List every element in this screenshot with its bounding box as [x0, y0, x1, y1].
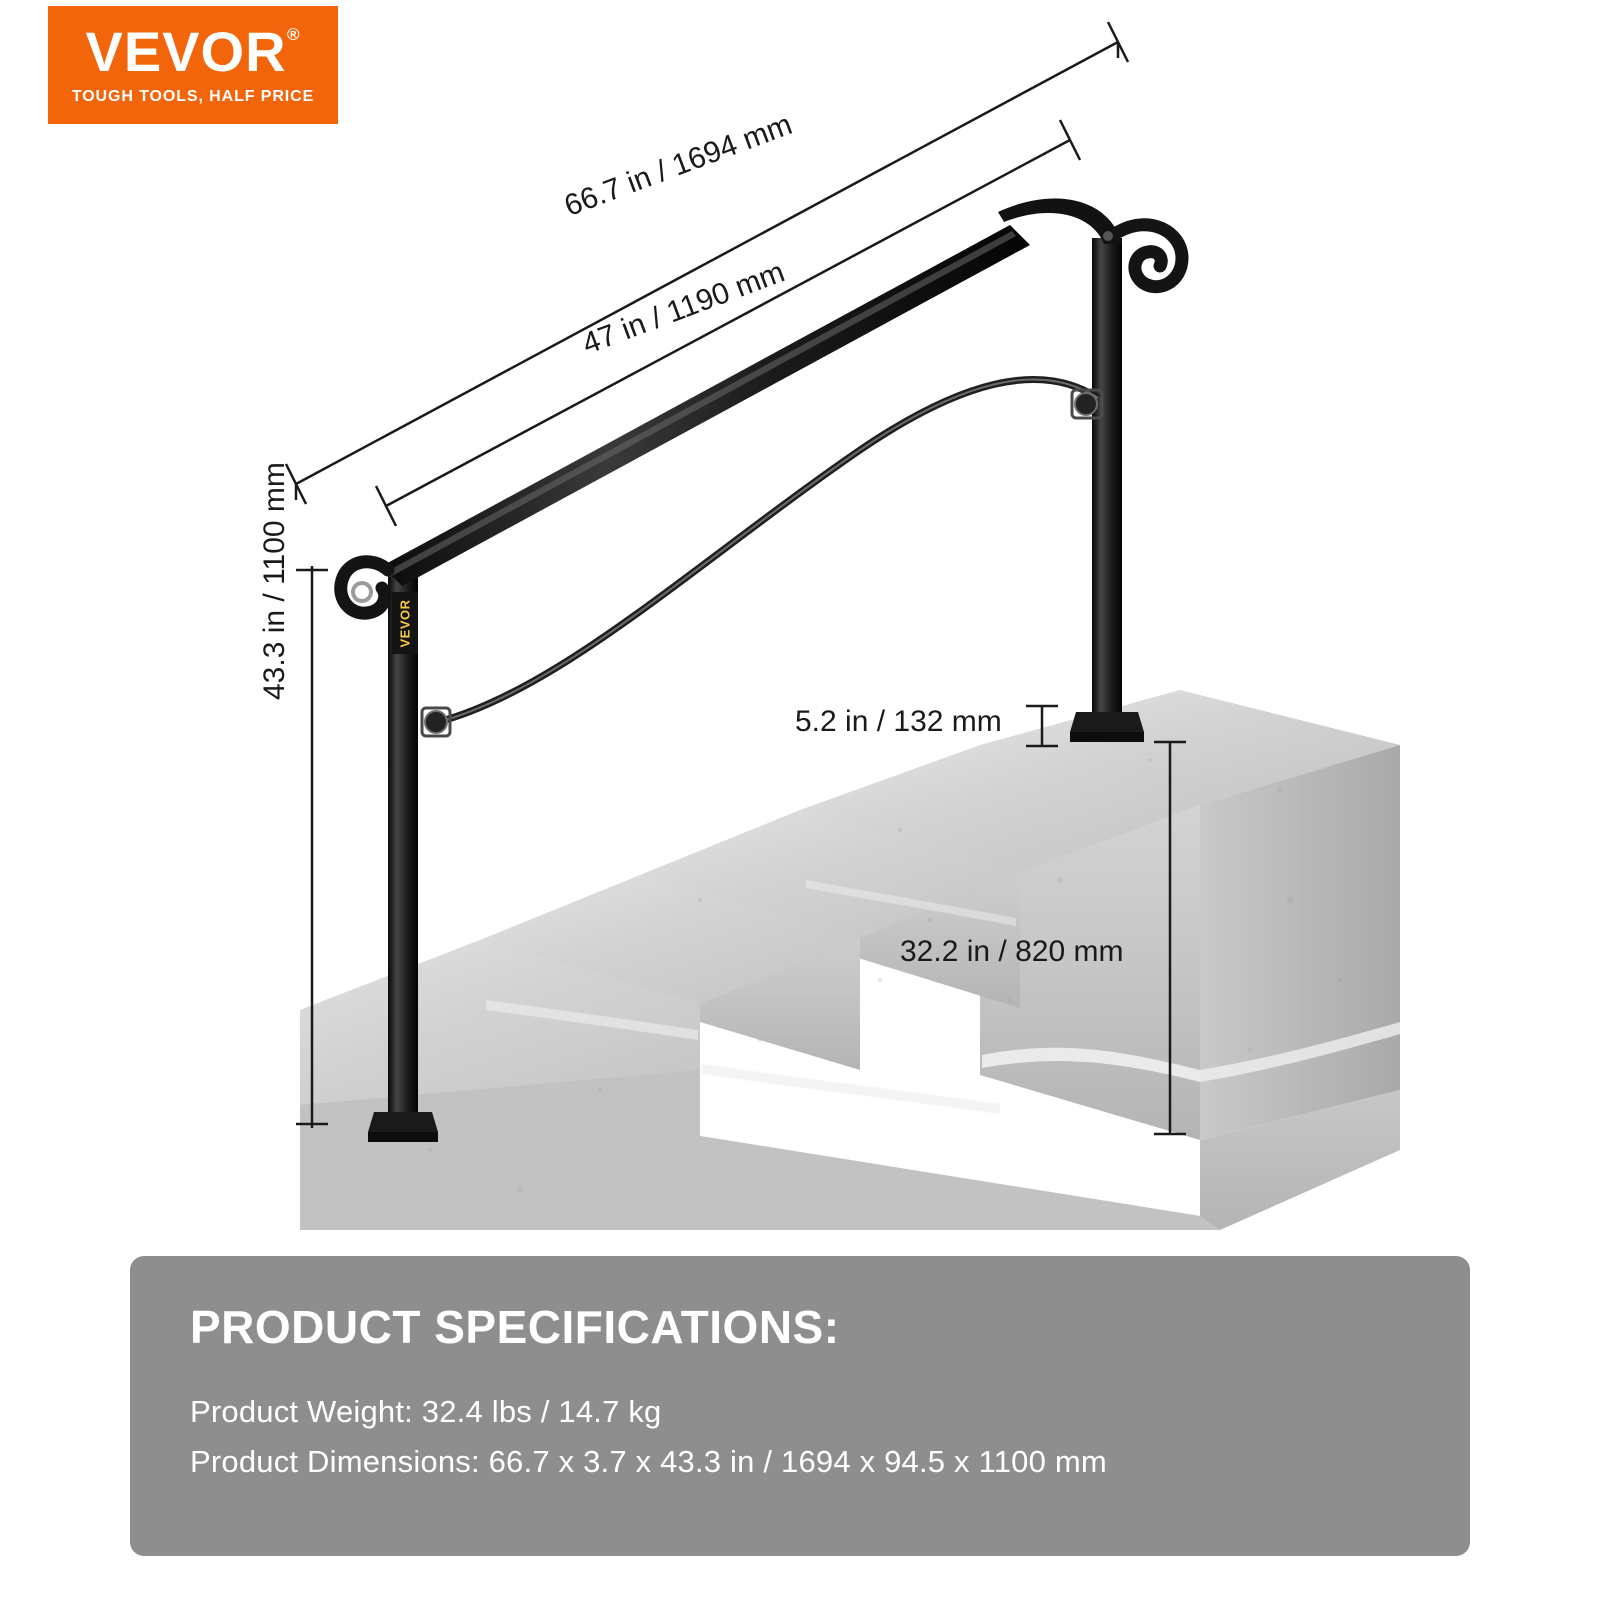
handrail-right-scroll — [1118, 225, 1182, 287]
brand-tagline: TOUGH TOOLS, HALF PRICE — [71, 88, 315, 105]
arch-bracket-lower — [425, 711, 447, 733]
concrete-steps — [300, 690, 1400, 1230]
handrail-right-post — [1092, 238, 1122, 720]
spec-product-weight: Product Weight: 32.4 lbs / 14.7 kg — [190, 1394, 662, 1429]
right-post-base-plate — [1070, 712, 1144, 732]
handrail-left-post — [388, 572, 418, 1120]
dimension-label-total-length: 66.7 in / 1694 mm — [560, 107, 797, 223]
spec-product-dimensions: Product Dimensions: 66.7 x 3.7 x 43.3 in / 1694 x 94.5 x 1100 mm — [190, 1444, 1107, 1479]
dimension-label-post-height: 43.3 in / 1100 mm — [258, 462, 291, 700]
registered-trademark-icon: ® — [287, 25, 301, 44]
handrail-left-scroll — [341, 562, 388, 613]
product-specifications-panel — [130, 1256, 1470, 1556]
post-brand-tag — [392, 592, 418, 654]
handrail-arch-support — [438, 379, 1098, 722]
specifications-title: PRODUCT SPECIFICATIONS: — [190, 1301, 840, 1353]
dimension-label-span-length: 47 in / 1190 mm — [578, 255, 789, 361]
dimension-label-step-rise: 5.2 in / 132 mm — [795, 705, 1002, 738]
arch-bracket-upper — [1075, 393, 1097, 415]
post-brand-tag-label: VEVOR — [397, 598, 413, 648]
left-post-base-plate — [368, 1112, 438, 1132]
dim-line-span-length — [386, 140, 1070, 506]
brand-name-text: VEVOR — [85, 20, 287, 83]
dimension-label-total-rise: 32.2 in / 820 mm — [900, 935, 1124, 968]
